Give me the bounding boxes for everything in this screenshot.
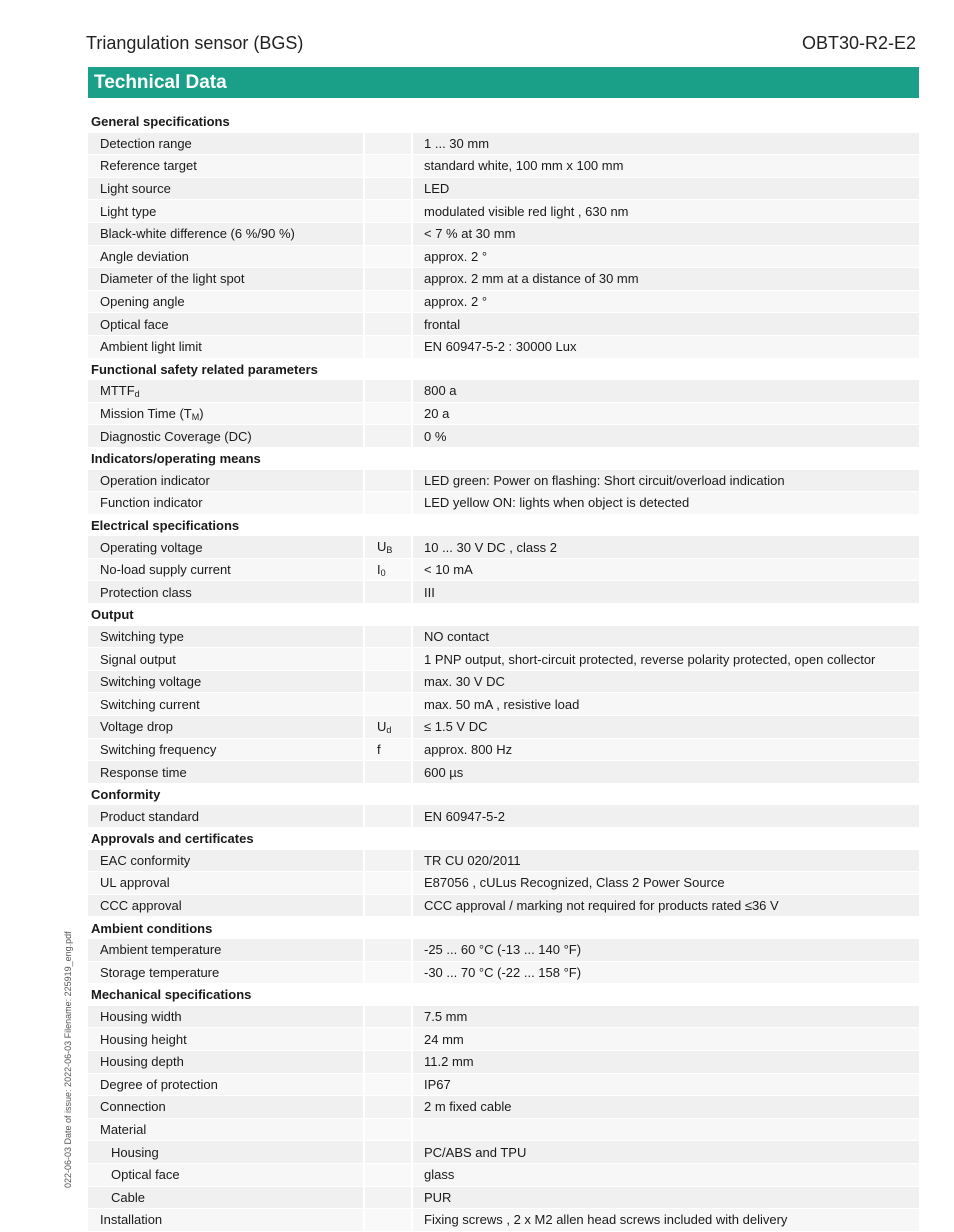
spec-label	[88, 470, 364, 492]
spec-label-text: Optical face	[100, 316, 169, 332]
spec-value: 20 a	[412, 402, 919, 425]
spec-symbol-subscript: B	[386, 545, 393, 556]
spec-row	[88, 1096, 919, 1119]
spec-label	[88, 1028, 364, 1051]
spec-row	[88, 200, 919, 223]
spec-value: 2 m fixed cable	[412, 1096, 919, 1119]
section-header-row	[88, 514, 919, 536]
section-title: Electrical specifications	[88, 514, 919, 536]
spec-label-text: Housing depth	[100, 1054, 184, 1070]
spec-value: approx. 2 mm at a distance of 30 mm	[412, 268, 919, 291]
spec-row	[88, 1006, 919, 1028]
section-title: Functional safety related parameters	[88, 358, 919, 380]
spec-label-text: Degree of protection	[100, 1076, 218, 1092]
spec-label	[88, 268, 364, 291]
spec-symbol	[364, 558, 412, 581]
spec-value: -30 ... 70 °C (-22 ... 158 °F)	[412, 961, 919, 984]
spec-value: 600 µs	[412, 761, 919, 784]
spec-symbol	[364, 581, 412, 604]
spec-label-text: Operating voltage	[100, 539, 203, 555]
spec-label-text: Protection class	[100, 584, 192, 600]
spec-label-text: Switching voltage	[100, 674, 202, 690]
section-header-row	[88, 783, 919, 805]
spec-value: 10 ... 30 V DC , class 2	[412, 536, 919, 558]
spec-value: E87056 , cULus Recognized, Class 2 Power Source	[412, 872, 919, 895]
spec-row	[88, 738, 919, 761]
spec-symbol-text: I	[377, 561, 381, 577]
spec-symbol	[364, 1209, 412, 1232]
spec-symbol	[364, 1141, 412, 1164]
spec-label-text: Signal output	[100, 651, 176, 667]
product-code: OBT30-R2-E2	[801, 33, 916, 53]
spec-value: 800 a	[412, 380, 919, 402]
spec-label	[88, 425, 364, 448]
spec-label-text: Opening angle	[100, 294, 185, 310]
spec-label-text: Installation	[100, 1212, 163, 1228]
spec-value: PC/ABS and TPU	[412, 1141, 919, 1164]
spec-label-text: Material	[100, 1122, 147, 1138]
spec-symbol-subscript: 0	[380, 567, 386, 578]
section-header-row	[88, 358, 919, 380]
spec-row	[88, 177, 919, 200]
spec-row	[88, 558, 919, 581]
spec-symbol	[364, 716, 412, 739]
spec-row	[88, 670, 919, 693]
spec-symbol	[364, 200, 412, 223]
spec-row	[88, 648, 919, 671]
spec-label-text: Angle deviation	[100, 248, 189, 264]
spec-symbol	[364, 290, 412, 313]
spec-symbol-subscript: d	[386, 724, 392, 735]
spec-symbol-text: U	[377, 718, 387, 734]
spec-label	[88, 648, 364, 671]
spec-label	[88, 558, 364, 581]
spec-symbol-text: U	[377, 539, 387, 555]
spec-label	[88, 693, 364, 716]
spec-label-text: Light source	[100, 181, 171, 197]
spec-label	[88, 1006, 364, 1028]
spec-symbol	[364, 536, 412, 558]
spec-value: < 10 mA	[412, 558, 919, 581]
spec-symbol	[364, 693, 412, 716]
spec-value: 1 ... 30 mm	[412, 133, 919, 155]
spec-row	[88, 581, 919, 604]
spec-label	[88, 200, 364, 223]
spec-row	[88, 245, 919, 268]
spec-row	[88, 894, 919, 917]
spec-label-text: Function indicator	[100, 495, 203, 511]
spec-row	[88, 313, 919, 336]
spec-symbol	[364, 155, 412, 178]
spec-symbol	[364, 1028, 412, 1051]
spec-symbol	[364, 670, 412, 693]
spec-label	[88, 805, 364, 827]
spec-row	[88, 222, 919, 245]
spec-label-text: Cable	[111, 1189, 145, 1205]
spec-row	[88, 380, 919, 402]
spec-label	[88, 313, 364, 336]
spec-value: ≤ 1.5 V DC	[412, 716, 919, 739]
spec-label	[88, 872, 364, 895]
spec-symbol	[364, 805, 412, 827]
spec-symbol	[364, 961, 412, 984]
spec-label-text: No-load supply current	[100, 562, 231, 578]
spec-row	[88, 1209, 919, 1232]
spec-symbol	[364, 1186, 412, 1209]
spec-label-text: Light type	[100, 203, 157, 219]
spec-label-text: Detection range	[100, 135, 192, 151]
spec-label-text: MTTF	[100, 382, 135, 398]
spec-row	[88, 492, 919, 515]
spec-row	[88, 290, 919, 313]
spec-label	[88, 716, 364, 739]
spec-label-text: Connection	[100, 1099, 166, 1115]
spec-symbol	[364, 1006, 412, 1028]
spec-symbol	[364, 738, 412, 761]
spec-label-suffix: )	[199, 405, 204, 421]
spec-symbol	[364, 1050, 412, 1073]
spec-symbol	[364, 850, 412, 872]
spec-value: CCC approval / marking not required for products rated ≤36 V	[412, 894, 919, 917]
spec-symbol	[364, 380, 412, 402]
spec-row	[88, 716, 919, 739]
spec-row	[88, 626, 919, 648]
spec-row	[88, 1186, 919, 1209]
spec-row	[88, 1163, 919, 1186]
section-title: Indicators/operating means	[88, 447, 919, 469]
spec-symbol	[364, 761, 412, 784]
spec-value: modulated visible red light , 630 nm	[412, 200, 919, 223]
spec-label-text: EAC conformity	[100, 852, 191, 868]
spec-label	[88, 1186, 364, 1209]
spec-value: 1 PNP output, short-circuit protected, reverse polarity protected, open collector	[412, 648, 919, 671]
spec-symbol	[364, 894, 412, 917]
section-header-row	[88, 917, 919, 939]
spec-label	[88, 222, 364, 245]
issue-info-text: 022-06-03 Date of issue: 2022-06-03 Filename: 225919_eng.pdf	[63, 931, 73, 1188]
spec-symbol	[364, 1096, 412, 1119]
spec-label-text: Product standard	[100, 808, 200, 824]
section-banner: Technical Data	[88, 67, 919, 98]
spec-label-text: Optical face	[111, 1167, 180, 1183]
section-title: Ambient conditions	[88, 917, 919, 939]
spec-row	[88, 402, 919, 425]
spec-label-text: Ambient temperature	[100, 942, 222, 958]
spec-symbol	[364, 1163, 412, 1186]
spec-label-text: Mission Time (T	[100, 405, 192, 421]
spec-value: 7.5 mm	[412, 1006, 919, 1028]
issue-info-sidebar	[61, 911, 75, 1188]
section-header-row	[88, 604, 919, 626]
spec-label	[88, 761, 364, 784]
spec-row	[88, 155, 919, 178]
section-header-row	[88, 984, 919, 1006]
spec-label	[88, 492, 364, 515]
spec-symbol	[364, 268, 412, 291]
spec-symbol	[364, 425, 412, 448]
spec-label	[88, 1096, 364, 1119]
spec-label	[88, 245, 364, 268]
spec-label	[88, 850, 364, 872]
spec-row	[88, 470, 919, 492]
spec-label-text: Housing height	[100, 1031, 187, 1047]
spec-label-text: Diameter of the light spot	[100, 271, 245, 287]
technical-data-table	[88, 111, 919, 1232]
spec-value: approx. 800 Hz	[412, 738, 919, 761]
section-header-row	[88, 828, 919, 850]
spec-label	[88, 133, 364, 155]
section-header-row	[88, 447, 919, 469]
spec-symbol	[364, 626, 412, 648]
spec-label-text: Diagnostic Coverage (DC)	[100, 428, 252, 444]
spec-value: PUR	[412, 1186, 919, 1209]
document-title: Triangulation sensor (BGS)	[86, 33, 304, 53]
spec-value	[412, 1118, 919, 1141]
spec-row	[88, 425, 919, 448]
spec-row	[88, 939, 919, 961]
spec-label-text: Housing	[111, 1144, 159, 1160]
spec-label-subscript: d	[134, 388, 140, 399]
spec-value: III	[412, 581, 919, 604]
spec-label	[88, 1209, 364, 1232]
section-title: General specifications	[88, 111, 919, 133]
spec-value: < 7 % at 30 mm	[412, 222, 919, 245]
spec-value: EN 60947-5-2	[412, 805, 919, 827]
spec-row	[88, 1141, 919, 1164]
spec-label-text: CCC approval	[100, 898, 182, 914]
spec-label	[88, 939, 364, 961]
spec-label	[88, 1163, 364, 1186]
spec-symbol	[364, 177, 412, 200]
spec-label	[88, 1141, 364, 1164]
spec-row	[88, 805, 919, 827]
spec-label	[88, 155, 364, 178]
spec-label	[88, 1118, 364, 1141]
spec-value: standard white, 100 mm x 100 mm	[412, 155, 919, 178]
spec-label	[88, 1050, 364, 1073]
spec-label	[88, 177, 364, 200]
spec-label-subscript: M	[191, 411, 200, 422]
spec-value: IP67	[412, 1073, 919, 1096]
spec-value: LED green: Power on flashing: Short circuit/overload indication	[412, 470, 919, 492]
spec-row	[88, 1050, 919, 1073]
section-title: Output	[88, 604, 919, 626]
spec-symbol	[364, 1118, 412, 1141]
spec-row	[88, 872, 919, 895]
spec-symbol	[364, 335, 412, 358]
spec-label-text: Black-white difference (6 %/90 %)	[100, 226, 295, 242]
spec-value: approx. 2 °	[412, 290, 919, 313]
spec-label	[88, 536, 364, 558]
spec-label-text: Voltage drop	[100, 719, 174, 735]
spec-row	[88, 536, 919, 558]
spec-row	[88, 961, 919, 984]
spec-label-text: Ambient light limit	[100, 339, 202, 355]
section-title: Mechanical specifications	[88, 984, 919, 1006]
spec-symbol	[364, 1073, 412, 1096]
spec-label	[88, 894, 364, 917]
spec-row	[88, 761, 919, 784]
spec-symbol	[364, 402, 412, 425]
spec-symbol	[364, 648, 412, 671]
spec-label-text: Switching current	[100, 696, 200, 712]
spec-label-text: Operation indicator	[100, 472, 210, 488]
spec-row	[88, 1028, 919, 1051]
spec-value: approx. 2 °	[412, 245, 919, 268]
spec-row	[88, 133, 919, 155]
spec-row	[88, 693, 919, 716]
spec-label	[88, 402, 364, 425]
spec-symbol	[364, 222, 412, 245]
spec-label	[88, 670, 364, 693]
spec-value: EN 60947-5-2 : 30000 Lux	[412, 335, 919, 358]
spec-value: NO contact	[412, 626, 919, 648]
spec-label	[88, 581, 364, 604]
spec-symbol-text: f	[377, 741, 381, 757]
spec-symbol	[364, 133, 412, 155]
spec-value: LED	[412, 177, 919, 200]
spec-value: 0 %	[412, 425, 919, 448]
spec-label-text: Switching frequency	[100, 741, 217, 757]
spec-label-text: Reference target	[100, 158, 197, 174]
spec-label	[88, 626, 364, 648]
spec-label	[88, 1073, 364, 1096]
spec-symbol	[364, 939, 412, 961]
spec-value: Fixing screws , 2 x M2 allen head screws included with delivery	[412, 1209, 919, 1232]
spec-row	[88, 1073, 919, 1096]
spec-symbol	[364, 313, 412, 336]
spec-label-text: Housing width	[100, 1009, 182, 1025]
spec-symbol	[364, 492, 412, 515]
spec-symbol	[364, 872, 412, 895]
spec-value: TR CU 020/2011	[412, 850, 919, 872]
section-header-row	[88, 111, 919, 133]
spec-value: LED yellow ON: lights when object is detected	[412, 492, 919, 515]
spec-value: max. 50 mA , resistive load	[412, 693, 919, 716]
spec-label	[88, 738, 364, 761]
spec-label	[88, 290, 364, 313]
spec-value: 24 mm	[412, 1028, 919, 1051]
spec-value: frontal	[412, 313, 919, 336]
spec-label	[88, 380, 364, 402]
spec-label-text: Response time	[100, 764, 187, 780]
section-title: Conformity	[88, 783, 919, 805]
spec-value: 11.2 mm	[412, 1050, 919, 1073]
spec-value: -25 ... 60 °C (-13 ... 140 °F)	[412, 939, 919, 961]
spec-row	[88, 850, 919, 872]
spec-label-text: UL approval	[100, 875, 170, 891]
spec-label	[88, 961, 364, 984]
spec-row	[88, 1118, 919, 1141]
spec-row	[88, 335, 919, 358]
spec-row	[88, 268, 919, 291]
spec-label-text: Storage temperature	[100, 964, 220, 980]
spec-value: max. 30 V DC	[412, 670, 919, 693]
spec-symbol	[364, 245, 412, 268]
spec-symbol	[364, 470, 412, 492]
section-title: Approvals and certificates	[88, 828, 919, 850]
spec-label-text: Switching type	[100, 628, 184, 644]
spec-value: glass	[412, 1163, 919, 1186]
spec-label	[88, 335, 364, 358]
